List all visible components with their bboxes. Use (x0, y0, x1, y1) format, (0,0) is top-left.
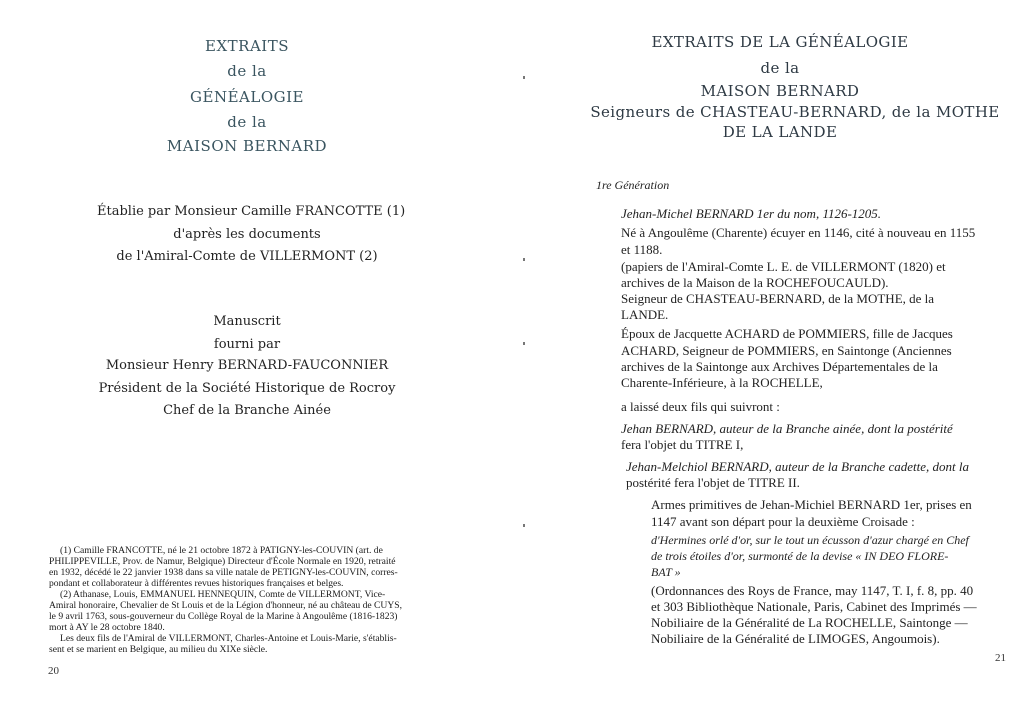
footnote-line: sent et se marient en Belgique, au milieu du XIXe siècle. (49, 644, 268, 655)
margin-mark (523, 524, 525, 527)
footnote-line: en 1932, décédé le 22 janvier 1938 dans sa ville natale de PETIGNY-les-COUVIN, corres- (49, 567, 398, 578)
right-title-line: EXTRAITS DE LA GÉNÉALOGIE (651, 33, 909, 51)
footnote-line: (2) Athanase, Louis, EMMANUEL HENNEQUIN, Comte de VILLERMONT, Vice- (60, 589, 386, 600)
generation-heading: 1re Génération (596, 178, 670, 192)
left-title-line: EXTRAITS (205, 37, 289, 55)
margin-mark (523, 258, 525, 261)
body-line: et 1188. (621, 242, 663, 257)
body-line: et 303 Bibliothèque Nationale, Paris, Cabinet des Imprimés — (651, 599, 977, 614)
body-line: Époux de Jacquette ACHARD de POMMIERS, fille de Jacques (621, 326, 953, 341)
right-title-line: de la (760, 59, 800, 77)
right-title-line: MAISON BERNARD (700, 82, 860, 100)
body-line: (Ordonnances des Roys de France, may 1147, T. I, f. 8, pp. 40 (651, 583, 974, 598)
manuscript-line: Président de la Société Historique de Rocroy (98, 381, 396, 396)
right-title-line: Seigneurs de CHASTEAU-BERNARD, de la MOTHE (590, 103, 1000, 121)
body-line: Jehan-Michel BERNARD 1er du nom, 1126-1205. (621, 206, 882, 221)
body-line: Né à Angoulême (Charente) écuyer en 1146, cité à nouveau en 1155 (621, 225, 976, 240)
right-title-line: DE LA LANDE (722, 123, 838, 141)
body-line: archives de la Maison de la ROCHEFOUCAULD). (621, 275, 889, 290)
left-title-line: MAISON BERNARD (166, 137, 328, 155)
body-line: a laissé deux fils qui suivront : (621, 399, 780, 414)
body-line: postérité fera l'objet de TITRE II. (626, 475, 800, 490)
footnote-line: mort à AY le 28 octobre 1840. (49, 622, 165, 633)
footnote-line: le 9 avril 1763, sous-gouverneur du Collège Royal de la Marine à Angoulême (1816-1823) (49, 611, 398, 622)
body-line: Nobiliaire de la Généralité de La ROCHELLE, Saintonge — (651, 615, 968, 630)
manuscript-line: Monsieur Henry BERNARD-FAUCONNIER (105, 358, 389, 373)
margin-mark (523, 342, 525, 345)
body-line: BAT » (651, 565, 681, 579)
footnote-line: Amiral honoraire, Chevalier de St Louis et de la Légion d'honneur, né au château de CUYS, (49, 600, 403, 611)
credit-line: de l'Amiral-Comte de VILLERMONT (2) (116, 249, 378, 264)
footnote-line: PHILIPPEVILLE, Prov. de Namur, Belgique) Directeur d'École Normale en 1920, retraité (49, 556, 396, 567)
body-line: (papiers de l'Amiral-Comte L. E. de VILLERMONT (1820) et (621, 259, 946, 274)
left-title-line: de la (227, 62, 267, 80)
body-line: fera l'objet du TITRE I, (621, 437, 744, 452)
body-line: 1147 avant son départ pour la deuxième Croisade : (651, 514, 915, 529)
body-line: Jehan BERNARD, auteur de la Branche ainée, dont la postérité (621, 421, 953, 436)
credit-line: Établie par Monsieur Camille FRANCOTTE (1) (97, 204, 406, 219)
credit-line: d'après les documents (173, 227, 321, 242)
body-line: de trois étoiles d'or, surmonté de la devise « IN DEO FLORE- (651, 549, 949, 563)
body-line: Nobiliaire de la Généralité de LIMOGES, Angoumois). (651, 631, 940, 646)
left-title-line: GÉNÉALOGIE (190, 88, 304, 106)
page-number-left: 20 (48, 665, 59, 677)
manuscript-line: Chef de la Branche Ainée (163, 403, 331, 418)
left-title-line: de la (227, 113, 267, 131)
footnote-line: pondant et collaborateur à différentes revues historiques françaises et belges. (49, 578, 344, 589)
body-line: ACHARD, Seigneur de POMMIERS, en Saintonge (Anciennes (621, 343, 952, 358)
manuscript-line: fourni par (213, 337, 281, 352)
manuscript-line: Manuscrit (213, 314, 281, 329)
body-line: d'Hermines orlé d'or, sur le tout un écusson d'azur chargé en Chef (651, 533, 969, 547)
footnote-line: Les deux fils de l'Amiral de VILLERMONT, Charles-Antoine et Louis-Marie, s'établis- (60, 633, 397, 644)
page-number-right: 21 (995, 652, 1006, 664)
margin-mark (523, 76, 525, 79)
body-line: archives de la Saintonge aux Archives Départementales de la (621, 359, 938, 374)
body-line: Armes primitives de Jehan-Michiel BERNARD 1er, prises en (651, 497, 972, 512)
body-line: Charente-Inférieure, à la ROCHELLE, (621, 375, 823, 390)
body-line: LANDE. (621, 307, 669, 322)
footnote-line: (1) Camille FRANCOTTE, né le 21 octobre 1872 à PATIGNY-les-COUVIN (art. de (60, 545, 383, 556)
body-line: Seigneur de CHASTEAU-BERNARD, de la MOTHE, de la (621, 291, 935, 306)
body-line: Jehan-Melchiol BERNARD, auteur de la Branche cadette, dont la (626, 459, 969, 474)
